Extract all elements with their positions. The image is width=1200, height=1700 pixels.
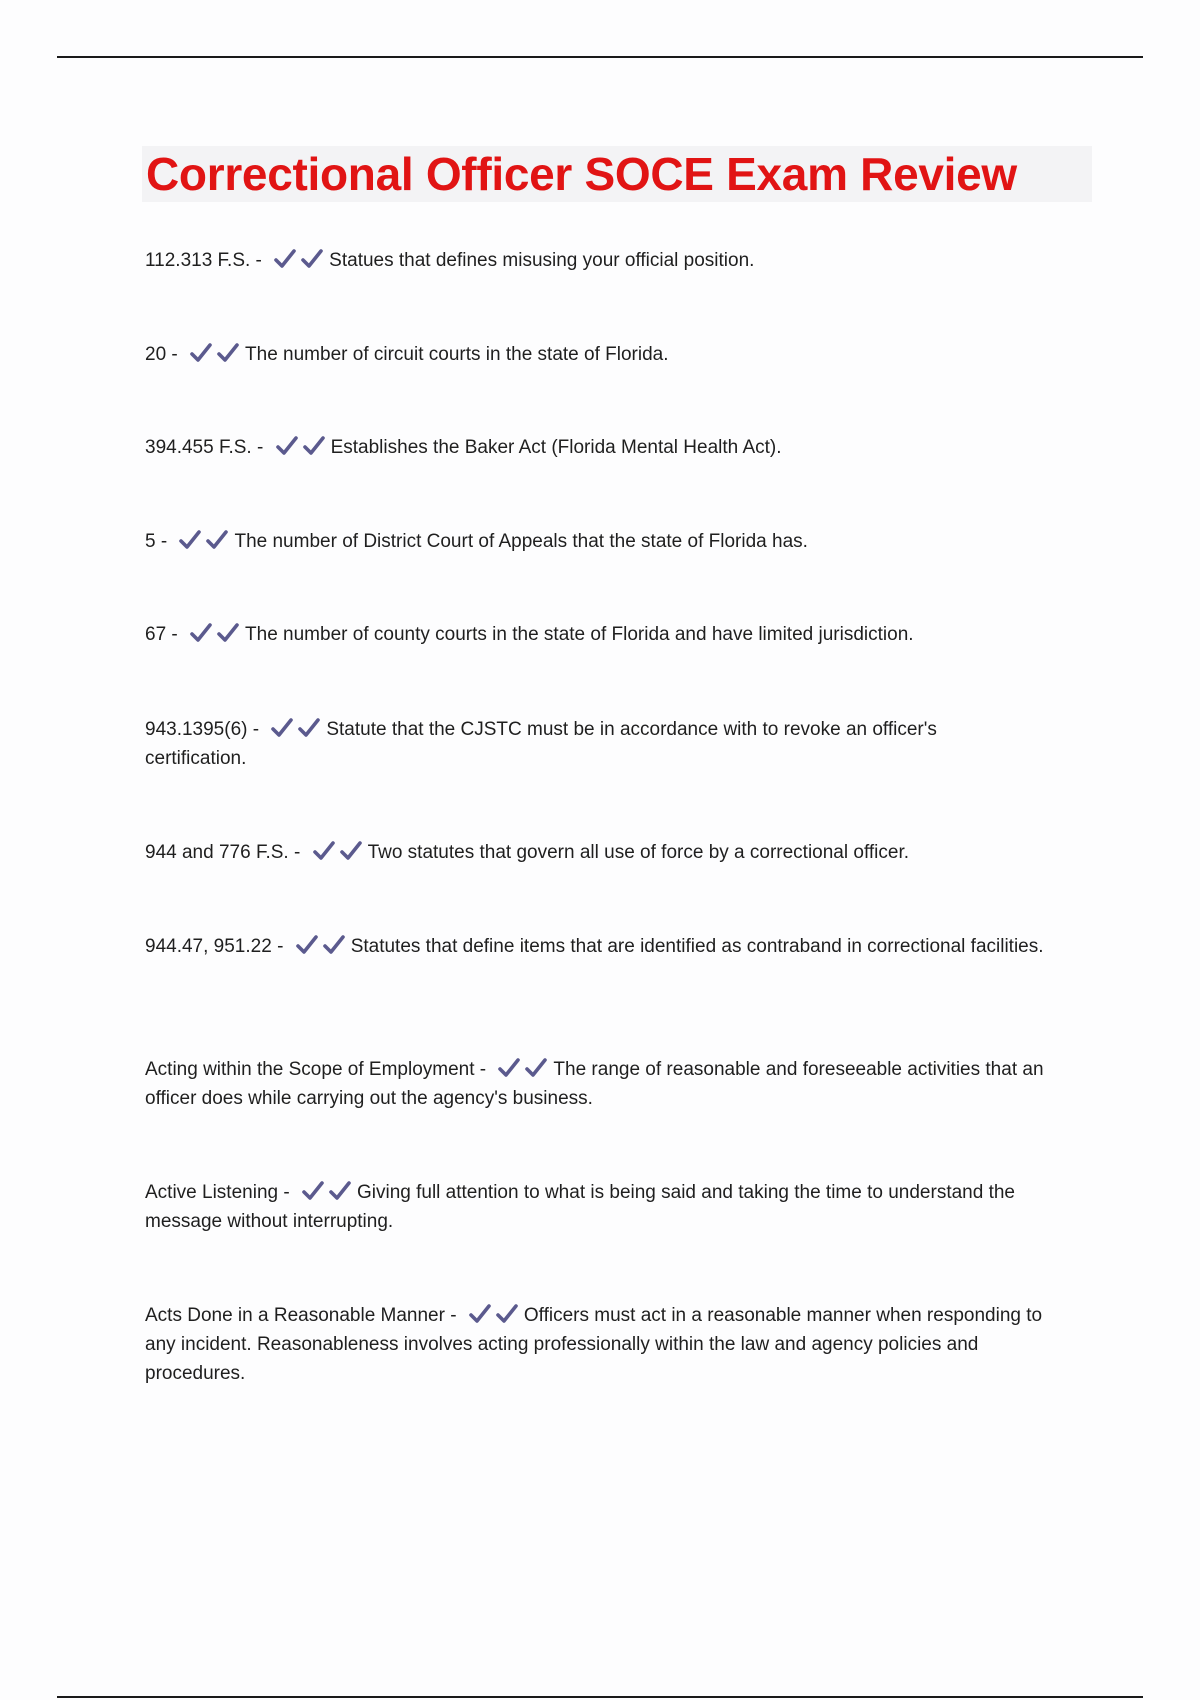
entry-definition: Officers must act in a reasonable manner when responding to any incident. Reasonableness involves acting professionally within the law and agency policies and procedures.: [145, 1305, 1043, 1384]
entry-separator: -: [247, 719, 265, 740]
flashcard-entry: [145, 1055, 1085, 1113]
flashcard-entry: [145, 932, 1045, 961]
checkmark-icon: [216, 342, 240, 364]
checkmark-icon: [497, 1057, 521, 1079]
entry-definition: The number of county courts in the state of Florida and have limited jurisdiction.: [245, 624, 914, 645]
page-title: Correctional Officer SOCE Exam Review: [146, 148, 1017, 200]
flashcard-entry: [145, 246, 1085, 275]
entry-definition: Statutes that define items that are identified as contraband in correctional facilities.: [350, 936, 1044, 957]
entry-definition: Statues that defines misusing your official position.: [329, 250, 755, 271]
entry-term: 944.47, 951.22: [145, 936, 272, 957]
entry-separator: -: [166, 624, 184, 645]
entry-separator: -: [271, 936, 289, 957]
bottom-rule: [57, 1696, 1143, 1698]
checkmark-icon: [495, 1303, 519, 1325]
entry-term: 67: [145, 624, 167, 645]
entry-definition: Establishes the Baker Act (Florida Mental Health Act).: [330, 437, 782, 458]
checkmark-icon: [275, 435, 299, 457]
checkmark-icon: [524, 1057, 548, 1079]
checkmark-icon: [339, 840, 363, 862]
entry-term: Acting within the Scope of Employment: [145, 1059, 475, 1080]
entry-definition: Two statutes that govern all use of force by a correctional officer.: [367, 842, 909, 863]
flashcard-entry: [145, 340, 1085, 369]
flashcard-entry: [145, 1301, 1075, 1388]
entry-term: 394.455 F.S.: [145, 437, 252, 458]
entry-term: 943.1395(6): [145, 719, 248, 740]
checkmark-icon: [302, 435, 326, 457]
entry-term: 112.313 F.S.: [145, 250, 251, 271]
checkmark-icon: [312, 840, 336, 862]
entry-term: 944 and 776 F.S.: [145, 842, 289, 863]
title-banner: [142, 146, 1092, 202]
flashcard-entry: [145, 527, 1085, 556]
entry-definition: Statute that the CJSTC must be in accordance with to revoke an officer's certification.: [145, 719, 937, 769]
entry-separator: -: [251, 437, 269, 458]
entry-separator: -: [288, 842, 306, 863]
entry-definition: The number of District Court of Appeals that the state of Florida has.: [234, 531, 808, 552]
entry-separator: -: [444, 1305, 462, 1326]
checkmark-icon: [189, 342, 213, 364]
flashcard-entry: [145, 715, 1005, 773]
top-rule: [57, 56, 1143, 58]
entry-separator: -: [250, 250, 268, 271]
flashcard-entry: [145, 1178, 1085, 1236]
checkmark-icon: [178, 529, 202, 551]
entry-term: Acts Done in a Reasonable Manner: [145, 1305, 445, 1326]
entry-separator: -: [474, 1059, 492, 1080]
checkmark-icon: [300, 248, 324, 270]
checkmark-icon: [322, 934, 346, 956]
flashcard-entry: [145, 433, 1085, 462]
checkmark-icon: [189, 622, 213, 644]
entry-term: Active Listening: [145, 1182, 279, 1203]
checkmark-icon: [301, 1180, 325, 1202]
entry-separator: -: [166, 344, 184, 365]
entry-term: 20: [145, 344, 167, 365]
entry-definition: The range of reasonable and foreseeable activities that an officer does while carrying out the agency's business.: [145, 1059, 1044, 1109]
checkmark-icon: [273, 248, 297, 270]
flashcard-entry: [145, 620, 1085, 649]
checkmark-icon: [468, 1303, 492, 1325]
checkmark-icon: [205, 529, 229, 551]
entry-separator: -: [278, 1182, 295, 1203]
entry-definition: Giving full attention to what is being said and taking the time to understand the message without interrupting.: [145, 1182, 1015, 1232]
checkmark-icon: [216, 622, 240, 644]
entry-definition: The number of circuit courts in the state of Florida.: [245, 344, 669, 365]
entry-term: 5: [145, 531, 156, 552]
checkmark-icon: [328, 1180, 352, 1202]
checkmark-icon: [295, 934, 319, 956]
checkmark-icon: [270, 717, 294, 739]
entry-separator: -: [155, 531, 173, 552]
checkmark-icon: [297, 717, 321, 739]
flashcard-entry: [145, 838, 1085, 867]
